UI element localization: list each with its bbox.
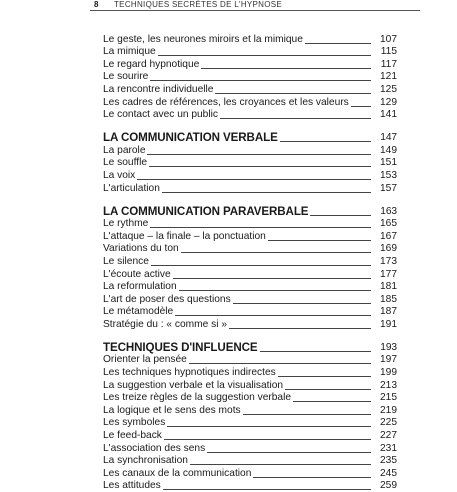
entry-title: La logique et le sens des mots [103,404,241,416]
leader-line [278,376,371,377]
leader-line [190,464,371,465]
entry-title: La voix [103,169,136,181]
entry-title: Le silence [103,255,149,267]
page-ref: 173 [380,255,397,267]
page-ref: 259 [380,480,397,492]
toc-entry [103,33,397,46]
toc-entry [103,417,397,430]
page-ref: 125 [380,83,397,95]
page-ref: 157 [380,182,397,194]
leader-line [181,252,371,253]
toc-entry [103,318,397,331]
toc-entry [103,366,397,379]
page-ref: 153 [380,169,397,181]
entry-title: L'articulation [103,182,160,194]
leader-line [137,179,371,180]
page-ref: 197 [380,354,397,366]
leader-line [285,389,371,390]
page-ref: 107 [380,33,397,45]
toc-entry [103,243,397,256]
leader-line [158,55,371,56]
leader-line [243,414,371,415]
leader-line [229,328,371,329]
toc-section-heading [103,128,397,144]
entry-title: Le regard hypnotique [103,58,200,70]
toc-entry [103,83,397,96]
toc-section-heading [103,202,397,218]
page-ref: 147 [380,132,397,144]
leader-line [147,154,371,155]
page-ref: 165 [380,218,397,230]
leader-line [305,43,371,44]
entry-title: L'écoute active [103,268,171,280]
page-ref: 187 [380,306,397,318]
toc-entry [103,255,397,268]
toc-entry [103,218,397,231]
page-ref: 213 [380,379,397,391]
running-title: TECHNIQUES SECRÈTES DE L'HYPNOSE [114,0,283,9]
entry-title: La synchronisation [103,455,188,467]
leader-line [150,227,371,228]
toc-entry [103,281,397,294]
toc-entry [103,96,397,109]
leader-line [179,290,371,291]
page-ref: 231 [380,442,397,454]
leader-line [310,215,371,216]
page-ref: 141 [380,109,397,121]
page-ref: 149 [380,144,397,156]
leader-line [351,106,371,107]
entry-title: Les symboles [103,417,166,429]
toc-entry [103,109,397,122]
page-ref: 227 [380,430,397,442]
toc-entry [103,480,397,492]
page-number: 8 [94,0,99,9]
toc-entry [103,169,397,182]
leader-line [268,240,371,241]
entry-title: La reformulation [103,281,177,293]
toc-entry [103,392,397,405]
page-ref: 235 [380,455,397,467]
toc-entry [103,467,397,480]
entry-title: La rencontre individuelle [103,83,214,95]
leader-line [201,68,371,69]
page-ref: 185 [380,293,397,305]
page-ref: 245 [380,467,397,479]
leader-line [220,118,371,119]
leader-line [253,477,371,478]
toc-entry [103,46,397,59]
leader-line [150,80,371,81]
page-ref: 219 [380,404,397,416]
entry-title: Les canaux de la communication [103,467,252,479]
entry-title: Le souffle [103,157,147,169]
section-title: LA COMMUNICATION PARAVERBALE [103,204,309,218]
leader-line [207,452,371,453]
entry-title: L'art de poser des questions [103,293,231,305]
entry-title: La parole [103,144,146,156]
leader-line [162,192,371,193]
entry-title: Les treize règles de la suggestion verbale [103,392,292,404]
page-ref: 169 [380,243,397,255]
leader-line [189,363,371,364]
section-title: TECHNIQUES D'INFLUENCE [103,340,258,354]
toc-entry [103,157,397,170]
entry-title: Le métamodèle [103,306,174,318]
toc-entry [103,144,397,157]
entry-title: Les attitudes [103,480,161,492]
section-gap [103,331,397,338]
table-of-contents [103,33,397,492]
page-ref: 191 [380,318,397,330]
leader-line [175,315,371,316]
page-ref: 151 [380,157,397,169]
section-title: LA COMMUNICATION VERBALE [103,131,278,145]
leader-line [260,351,371,352]
toc-entry [103,354,397,367]
page-ref: 121 [380,71,397,83]
leader-line [164,439,371,440]
section-gap [103,121,397,128]
entry-title: Le contact avec un public [103,109,218,121]
toc-entry [103,71,397,84]
entry-title: Le geste, les neurones miroirs et la mimique [103,33,303,45]
entry-title: Stratégie du : « comme si » [103,318,228,330]
entry-title: Le feed-back [103,430,162,442]
entry-title: La mimique [103,46,156,58]
page-ref: 199 [380,367,397,379]
page-ref: 181 [380,281,397,293]
entry-title: L'attaque – la finale – la ponctuation [103,230,266,242]
page-ref: 177 [380,268,397,280]
leader-line [167,426,371,427]
leader-line [163,489,371,490]
toc-entry [103,268,397,281]
toc-entry [103,230,397,243]
page-ref: 163 [380,205,397,217]
entry-title: Variations du ton [103,243,179,255]
entry-title: Le rythme [103,218,149,230]
page-ref: 117 [380,58,397,70]
entry-title: Les techniques hypnotiques indirectes [103,367,276,379]
entry-title: Les cadres de références, les croyances et les valeurs [103,96,349,108]
toc-entry [103,404,397,417]
toc-section-heading [103,338,397,354]
page-ref: 129 [380,96,397,108]
leader-line [173,278,371,279]
leader-line [293,401,371,402]
toc-entry [103,182,397,195]
page-ref: 225 [380,417,397,429]
page-ref: 215 [380,392,397,404]
toc-entry [103,293,397,306]
leader-line [215,93,371,94]
entry-title: Le sourire [103,71,149,83]
leader-line [233,303,371,304]
leader-line [280,141,371,142]
entry-title: La suggestion verbale et la visualisation [103,379,284,391]
toc-entry [103,58,397,71]
page-ref: 167 [380,230,397,242]
entry-title: L'association des sens [103,442,206,454]
entry-title: Orienter la pensée [103,354,187,366]
page-ref: 115 [380,46,397,58]
section-gap [103,195,397,202]
page-ref: 193 [380,341,397,353]
toc-entry [103,442,397,455]
toc-entry [103,306,397,319]
leader-line [149,166,371,167]
toc-entry [103,379,397,392]
toc-entry [103,429,397,442]
leader-line [151,265,371,266]
